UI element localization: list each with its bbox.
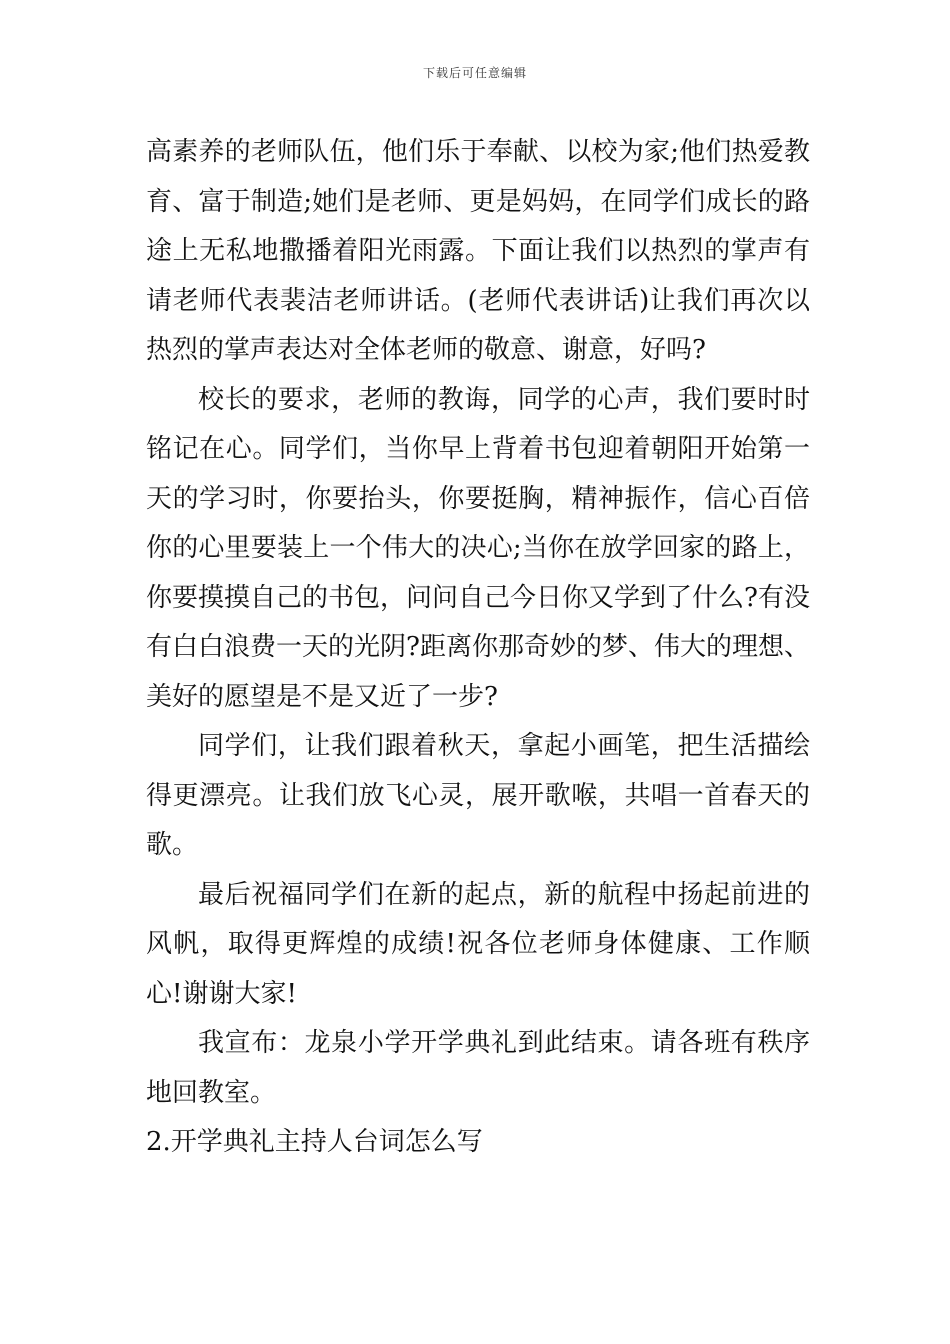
paragraph: 最后祝福同学们在新的起点，新的航程中扬起前进的风帆，取得更辉煌的成绩!祝各位老师身体健康、工作顺心!谢谢大家! <box>146 879 810 1009</box>
paragraph: 同学们，让我们跟着秋天，拿起小画笔，把生活描绘得更漂亮。让我们放飞心灵，展开歌喉，共唱一首春天的歌。 <box>146 731 810 860</box>
paragraph-continued: 高素养的老师队伍，他们乐于奉献、以校为家;他们热爱教育、富于制造;她们是老师、更是妈妈，在同学们成长的路途上无私地撒播着阳光雨露。下面让我们以热烈的掌声有请老师代表裴洁老师讲话。(老师代表讲话)让我们再次以热烈的掌声表达对全体老师的敬意、谢意，好吗? <box>146 137 810 365</box>
paragraph: 我宣布：龙泉小学开学典礼到此结束。请各班有秩序地回教室。 <box>146 1028 810 1108</box>
section-heading: 2.开学典礼主持人台词怎么写 <box>146 1127 483 1157</box>
page-header-note: 下载后可任意编辑 <box>422 66 527 80</box>
paragraph: 校长的要求，老师的教诲，同学的心声，我们要时时铭记在心。同学们，当你早上背着书包迎着朝阳开始第一天的学习时，你要抬头，你要挺胸，精神振作，信心百倍你的心里要装上一个伟大的决心;当你在放学回家的路上，你要摸摸自己的书包，问问自己今日你又学到了什么?有没有白白浪费一天的光阴?距离你那奇妙的梦、伟大的理想、美好的愿望是不是又近了一步? <box>146 384 810 712</box>
document-body <box>146 128 810 1168</box>
